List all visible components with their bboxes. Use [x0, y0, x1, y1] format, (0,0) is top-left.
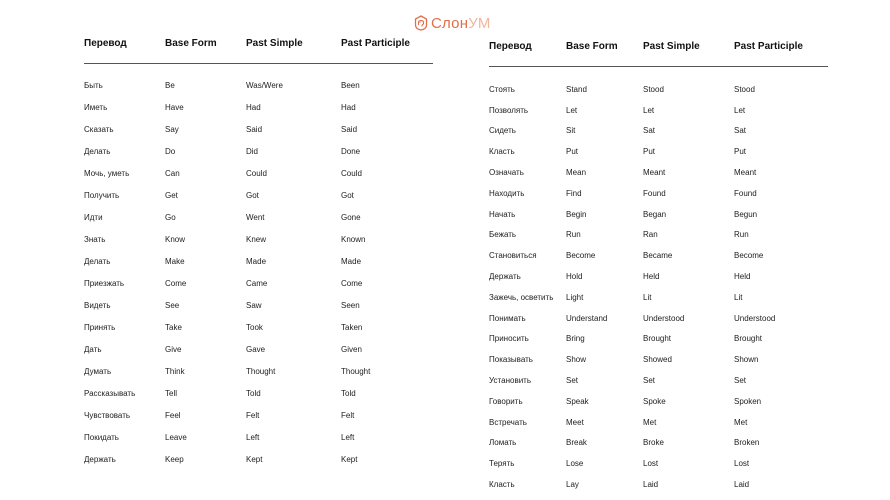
cell-past-simple: Spoke: [643, 396, 666, 406]
cell-past-participle: Met: [734, 417, 748, 427]
cell-past-participle: Gone: [341, 212, 361, 222]
table-row: [84, 228, 433, 250]
cell-translation: Сидеть: [489, 126, 516, 136]
cell-translation: Получить: [84, 190, 120, 200]
cell-past-participle: Kept: [341, 454, 358, 464]
cell-past-simple: Left: [246, 432, 260, 442]
cell-past-simple: Found: [643, 188, 666, 198]
cell-translation: Ломать: [489, 438, 517, 448]
cell-past-simple: Meant: [643, 168, 666, 178]
cell-base-form: See: [165, 300, 180, 310]
cell-past-simple: Stood: [643, 84, 664, 94]
header-base-form: Base Form: [566, 41, 618, 52]
cell-base-form: Tell: [165, 388, 178, 398]
elephant-icon: [414, 15, 428, 31]
brand-logo: [414, 12, 491, 34]
table-header-row: [489, 41, 828, 67]
table-row: [84, 338, 433, 360]
table-row: [84, 360, 433, 382]
cell-base-form: Say: [165, 124, 179, 134]
table-row: [84, 162, 433, 184]
cell-past-participle: Left: [341, 432, 355, 442]
table-row: [489, 245, 828, 266]
cell-past-simple: Lost: [643, 459, 659, 469]
cell-base-form: Understand: [566, 313, 608, 323]
table-row: [84, 272, 433, 294]
table-row: [84, 184, 433, 206]
header-past-simple: Past Simple: [246, 38, 303, 49]
cell-translation: Приезжать: [84, 278, 125, 288]
cell-base-form: Put: [566, 147, 579, 157]
table-row: [489, 162, 828, 183]
cell-translation: Говорить: [489, 396, 523, 406]
cell-past-participle: Set: [734, 376, 747, 386]
cell-base-form: Become: [566, 251, 596, 261]
cell-past-participle: Seen: [341, 300, 360, 310]
table-row: [84, 448, 433, 470]
cell-base-form: Bring: [566, 334, 585, 344]
cell-translation: Зажечь, осветить: [489, 292, 554, 302]
cell-past-participle: Broken: [734, 438, 760, 448]
cell-base-form: Give: [165, 344, 182, 354]
table-row: [84, 206, 433, 228]
cell-base-form: Come: [165, 278, 187, 288]
cell-translation: Установить: [489, 376, 531, 386]
cell-past-participle: Begun: [734, 209, 758, 219]
cell-translation: Начать: [489, 209, 516, 219]
cell-past-simple: Thought: [246, 366, 276, 376]
cell-past-participle: Got: [341, 190, 354, 200]
table-row: [489, 308, 828, 329]
cell-past-participle: Had: [341, 102, 356, 112]
cell-translation: Терять: [489, 459, 515, 469]
cell-translation: Сказать: [84, 124, 114, 134]
table-row: [489, 100, 828, 121]
table-row: [489, 141, 828, 162]
cell-translation: Позволять: [489, 105, 529, 115]
cell-past-simple: Made: [246, 256, 267, 266]
cell-past-participle: Said: [341, 124, 358, 134]
cell-translation: Идти: [84, 212, 103, 222]
cell-past-simple: Broke: [643, 438, 664, 448]
cell-translation: Быть: [84, 80, 103, 90]
cell-past-participle: Spoken: [734, 396, 762, 406]
cell-past-participle: Stood: [734, 84, 755, 94]
cell-base-form: Make: [165, 256, 185, 266]
table-row: [84, 250, 433, 272]
cell-base-form: Keep: [165, 454, 184, 464]
cell-base-form: Sit: [566, 126, 576, 136]
cell-translation: Означать: [489, 168, 524, 178]
cell-past-participle: Lit: [734, 292, 743, 302]
cell-translation: Мочь, уметь: [84, 168, 130, 178]
header-translation: Перевод: [489, 41, 532, 52]
cell-base-form: Do: [165, 146, 176, 156]
cell-past-simple: Saw: [246, 300, 262, 310]
cell-past-simple: Gave: [246, 344, 266, 354]
cell-past-simple: Knew: [246, 234, 267, 244]
logo-text-part1: Слон: [431, 14, 469, 32]
cell-past-participle: Been: [341, 80, 360, 90]
irregular-verbs-table-left: [84, 38, 433, 470]
cell-base-form: Meet: [566, 417, 584, 427]
cell-base-form: Lose: [566, 459, 584, 469]
cell-past-simple: Got: [246, 190, 259, 200]
cell-past-participle: Brought: [734, 334, 763, 344]
cell-past-participle: Held: [734, 272, 751, 282]
cell-past-participle: Told: [341, 388, 356, 398]
cell-base-form: Know: [165, 234, 186, 244]
cell-past-participle: Done: [341, 146, 361, 156]
cell-past-simple: Went: [246, 212, 265, 222]
cell-past-simple: Became: [643, 251, 673, 261]
cell-translation: Дать: [84, 344, 102, 354]
cell-base-form: Set: [566, 376, 579, 386]
cell-past-simple: Said: [246, 124, 263, 134]
cell-base-form: Go: [165, 212, 176, 222]
cell-past-simple: Was/Were: [246, 80, 283, 90]
cell-past-participle: Found: [734, 188, 757, 198]
cell-base-form: Take: [165, 322, 182, 332]
cell-translation: Показывать: [489, 355, 533, 365]
cell-translation: Знать: [84, 234, 106, 244]
cell-translation: Делать: [84, 256, 111, 266]
cell-past-simple: Set: [643, 376, 656, 386]
table-row: [489, 453, 828, 474]
cell-past-participle: Made: [341, 256, 362, 266]
table-row: [489, 391, 828, 412]
cell-past-simple: Let: [643, 105, 655, 115]
logo-text-part2: УМ: [468, 14, 491, 32]
cell-translation: Рассказывать: [84, 388, 136, 398]
cell-base-form: Think: [165, 366, 185, 376]
cell-past-participle: Put: [734, 147, 747, 157]
table-row: [489, 329, 828, 350]
cell-translation: Иметь: [84, 102, 108, 112]
cell-past-participle: Sat: [734, 126, 747, 136]
cell-base-form: Hold: [566, 272, 583, 282]
cell-base-form: Begin: [566, 209, 587, 219]
cell-past-simple: Met: [643, 417, 657, 427]
cell-past-simple: Took: [246, 322, 263, 332]
cell-base-form: Can: [165, 168, 180, 178]
table-row: [489, 474, 828, 495]
cell-translation: Делать: [84, 146, 111, 156]
cell-translation: Держать: [84, 454, 116, 464]
cell-past-simple: Lit: [643, 292, 652, 302]
cell-base-form: Feel: [165, 410, 181, 420]
cell-past-participle: Known: [341, 234, 366, 244]
cell-translation: Видеть: [84, 300, 111, 310]
table-row: [84, 96, 433, 118]
cell-past-participle: Given: [341, 344, 362, 354]
cell-past-participle: Lost: [734, 459, 750, 469]
irregular-verbs-table-right: [489, 41, 828, 495]
cell-base-form: Run: [566, 230, 581, 240]
header-past-participle: Past Participle: [734, 41, 803, 52]
table-row: [489, 433, 828, 454]
cell-base-form: Lay: [566, 480, 579, 490]
cell-base-form: Speak: [566, 396, 589, 406]
cell-translation: Держать: [489, 272, 521, 282]
cell-past-participle: Meant: [734, 168, 757, 178]
cell-past-simple: Laid: [643, 480, 659, 490]
cell-past-participle: Let: [734, 105, 746, 115]
cell-translation: Стоять: [489, 84, 515, 94]
cell-base-form: Leave: [165, 432, 187, 442]
cell-base-form: Be: [165, 80, 175, 90]
cell-past-participle: Felt: [341, 410, 355, 420]
cell-base-form: Show: [566, 355, 587, 365]
table-row: [489, 412, 828, 433]
table-row: [84, 64, 433, 97]
cell-base-form: Break: [566, 438, 587, 448]
cell-past-simple: Felt: [246, 410, 260, 420]
logo-text: [431, 15, 491, 32]
cell-translation: Встречать: [489, 417, 527, 427]
table-row: [489, 266, 828, 287]
table-header-row: [84, 38, 433, 64]
table-row: [84, 118, 433, 140]
cell-base-form: Mean: [566, 168, 587, 178]
cell-past-participle: Understood: [734, 313, 776, 323]
cell-past-participle: Become: [734, 251, 764, 261]
header-past-simple: Past Simple: [643, 41, 700, 52]
cell-translation: Думать: [84, 366, 112, 376]
cell-base-form: Find: [566, 188, 582, 198]
cell-past-participle: Taken: [341, 322, 363, 332]
cell-past-simple: Told: [246, 388, 261, 398]
table-row: [84, 426, 433, 448]
cell-translation: Становиться: [489, 251, 537, 261]
cell-past-simple: Sat: [643, 126, 656, 136]
table-row: [84, 294, 433, 316]
cell-base-form: Stand: [566, 84, 587, 94]
cell-translation: Бежать: [489, 230, 517, 240]
cell-past-participle: Run: [734, 230, 749, 240]
cell-past-participle: Thought: [341, 366, 371, 376]
cell-past-participle: Laid: [734, 480, 750, 490]
cell-translation: Принять: [84, 322, 116, 332]
cell-past-participle: Come: [341, 278, 363, 288]
table-row: [84, 316, 433, 338]
cell-translation: Класть: [489, 480, 515, 490]
header-base-form: Base Form: [165, 38, 217, 49]
cell-past-simple: Kept: [246, 454, 263, 464]
cell-base-form: Have: [165, 102, 184, 112]
cell-past-simple: Understood: [643, 313, 685, 323]
cell-base-form: Get: [165, 190, 178, 200]
table-row: [84, 382, 433, 404]
table-row: [84, 140, 433, 162]
cell-translation: Находить: [489, 188, 525, 198]
cell-base-form: Let: [566, 105, 578, 115]
cell-past-simple: Began: [643, 209, 667, 219]
table-row: [489, 183, 828, 204]
cell-past-simple: Showed: [643, 355, 672, 365]
cell-past-simple: Could: [246, 168, 267, 178]
table-row: [489, 225, 828, 246]
header-past-participle: Past Participle: [341, 38, 410, 49]
header-translation: Перевод: [84, 38, 127, 49]
cell-past-simple: Had: [246, 102, 261, 112]
cell-past-simple: Came: [246, 278, 268, 288]
table-row: [489, 287, 828, 308]
table-row: [489, 204, 828, 225]
cell-translation: Понимать: [489, 313, 526, 323]
cell-past-simple: Did: [246, 146, 259, 156]
table-row: [489, 349, 828, 370]
table-row: [489, 121, 828, 142]
cell-translation: Покидать: [84, 432, 119, 442]
cell-translation: Чувствовать: [84, 410, 131, 420]
cell-past-simple: Ran: [643, 230, 658, 240]
cell-past-simple: Held: [643, 272, 660, 282]
cell-past-simple: Brought: [643, 334, 672, 344]
cell-past-simple: Put: [643, 147, 656, 157]
cell-translation: Приносить: [489, 334, 529, 344]
cell-past-participle: Shown: [734, 355, 759, 365]
table-row: [489, 67, 828, 100]
cell-base-form: Light: [566, 292, 584, 302]
table-row: [489, 370, 828, 391]
table-row: [84, 404, 433, 426]
cell-translation: Класть: [489, 147, 515, 157]
cell-past-participle: Could: [341, 168, 362, 178]
